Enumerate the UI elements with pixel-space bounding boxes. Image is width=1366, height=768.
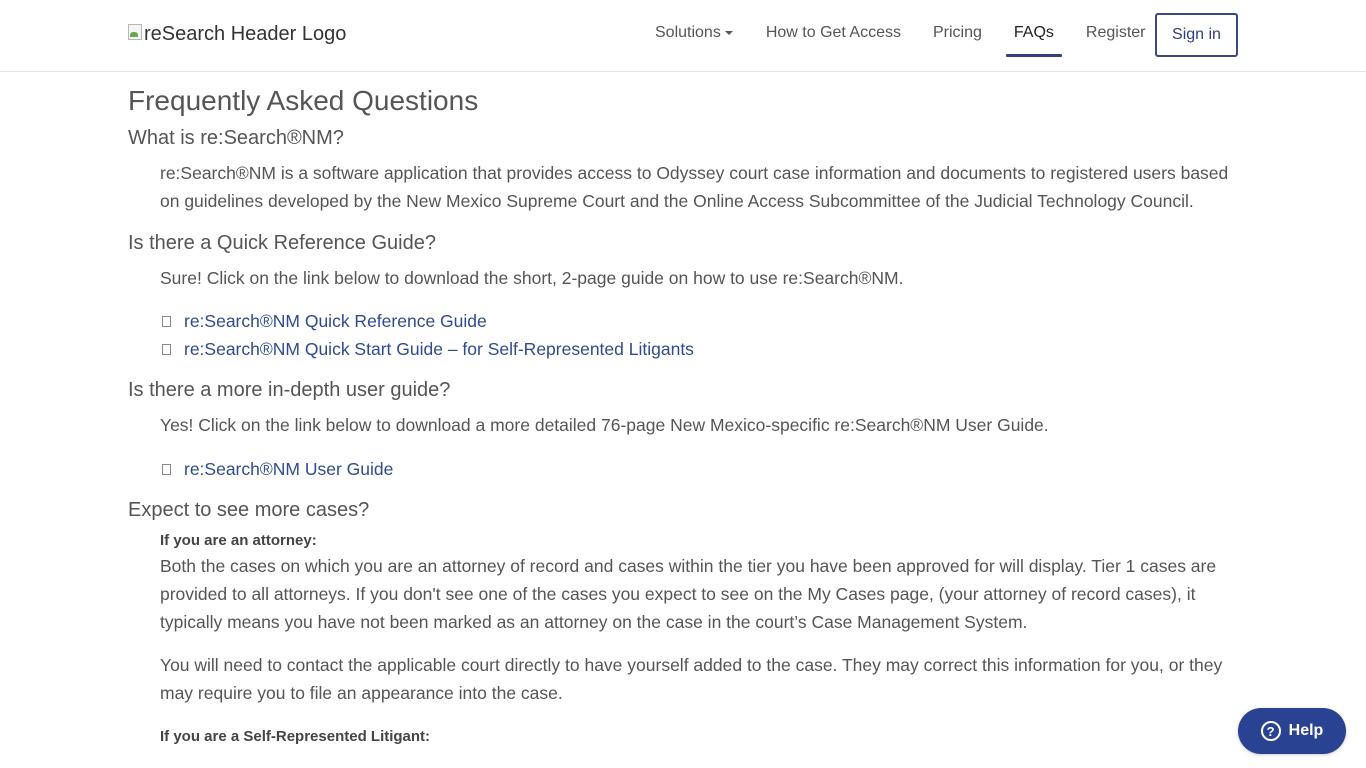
faq-answer: Both the cases on which you are an attorney of record and cases within the tier you have been approved for will display. Tier 1 cases are provided to all attorneys. If you don't see one of the cases you expect to see on the My Cases page, (your attorney of record cases), it typically means you have not been marked as an attorney on the case in the court’s Case Management System. <box>160 556 1217 632</box>
faq-question: What is re:Search®NM? <box>128 127 344 149</box>
nav-solutions-label: Solutions <box>655 24 721 41</box>
faq-content <box>128 72 1238 748</box>
nav-register-label: Register <box>1085 24 1146 41</box>
top-navbar <box>0 0 1366 72</box>
caret-down-icon <box>725 31 733 35</box>
sign-in-button[interactable]: Sign in <box>1155 13 1238 57</box>
attorney-label: If you are an attorney: <box>160 532 317 549</box>
broken-image-icon <box>128 24 142 40</box>
nav-pricing-label: Pricing <box>933 24 982 41</box>
faq-answer: Sure! Click on the link below to download the short, 2-page guide on how to use re:Search®NM. <box>160 268 904 288</box>
document-icon <box>162 464 171 475</box>
document-icon <box>162 316 171 327</box>
user-guide-link[interactable]: re:Search®NM User Guide <box>184 459 394 479</box>
list-item <box>160 455 1238 483</box>
faq-question: Expect to see more cases? <box>128 499 370 521</box>
help-label: Help <box>1288 722 1324 739</box>
question-circle-icon: ? <box>1261 721 1281 741</box>
faq-question: Is there a Quick Reference Guide? <box>128 232 436 254</box>
list-item <box>160 335 1238 363</box>
srl-label: If you are a Self-Represented Litigant: <box>160 728 431 745</box>
nav-how-to-get-access[interactable] <box>766 0 901 72</box>
nav-register[interactable] <box>1086 0 1146 72</box>
faq-question: Is there a more in-depth user guide? <box>128 379 451 401</box>
nav-how-label: How to Get Access <box>765 24 901 41</box>
header-logo[interactable] <box>128 23 346 46</box>
faq-answer: re:Search®NM is a software application that provides access to Odyssey court case information and documents to registered users based on guidelines developed by the New Mexico Supreme Court and the Online Access Subcommittee of the Judicial Technology Council. <box>160 163 1229 211</box>
nav-faqs[interactable] <box>1014 0 1054 72</box>
quick-reference-guide-link[interactable]: re:Search®NM Quick Reference Guide <box>184 311 487 331</box>
active-tab-indicator <box>1006 54 1062 57</box>
download-links <box>128 455 1238 483</box>
nav-solutions[interactable] <box>655 0 733 72</box>
logo-alt-text: reSearch Header Logo <box>144 23 347 45</box>
quick-start-guide-link[interactable]: re:Search®NM Quick Start Guide – for Self-Represented Litigants <box>184 339 694 359</box>
page-title: Frequently Asked Questions <box>128 85 479 116</box>
nav-faqs-label: FAQs <box>1013 24 1054 41</box>
download-links <box>128 307 1238 363</box>
main-nav <box>640 0 1146 72</box>
faq-answer: You will need to contact the applicable court directly to have yourself added to the case. They may correct this information for you, or they may require you to file an appearance into the case. <box>160 655 1223 703</box>
help-button[interactable] <box>1238 708 1346 754</box>
faq-answer: Yes! Click on the link below to download a more detailed 76-page New Mexico-specific re:Search®NM User Guide. <box>160 415 1049 435</box>
document-icon <box>162 344 171 355</box>
list-item <box>160 307 1238 335</box>
nav-pricing[interactable] <box>933 0 982 72</box>
